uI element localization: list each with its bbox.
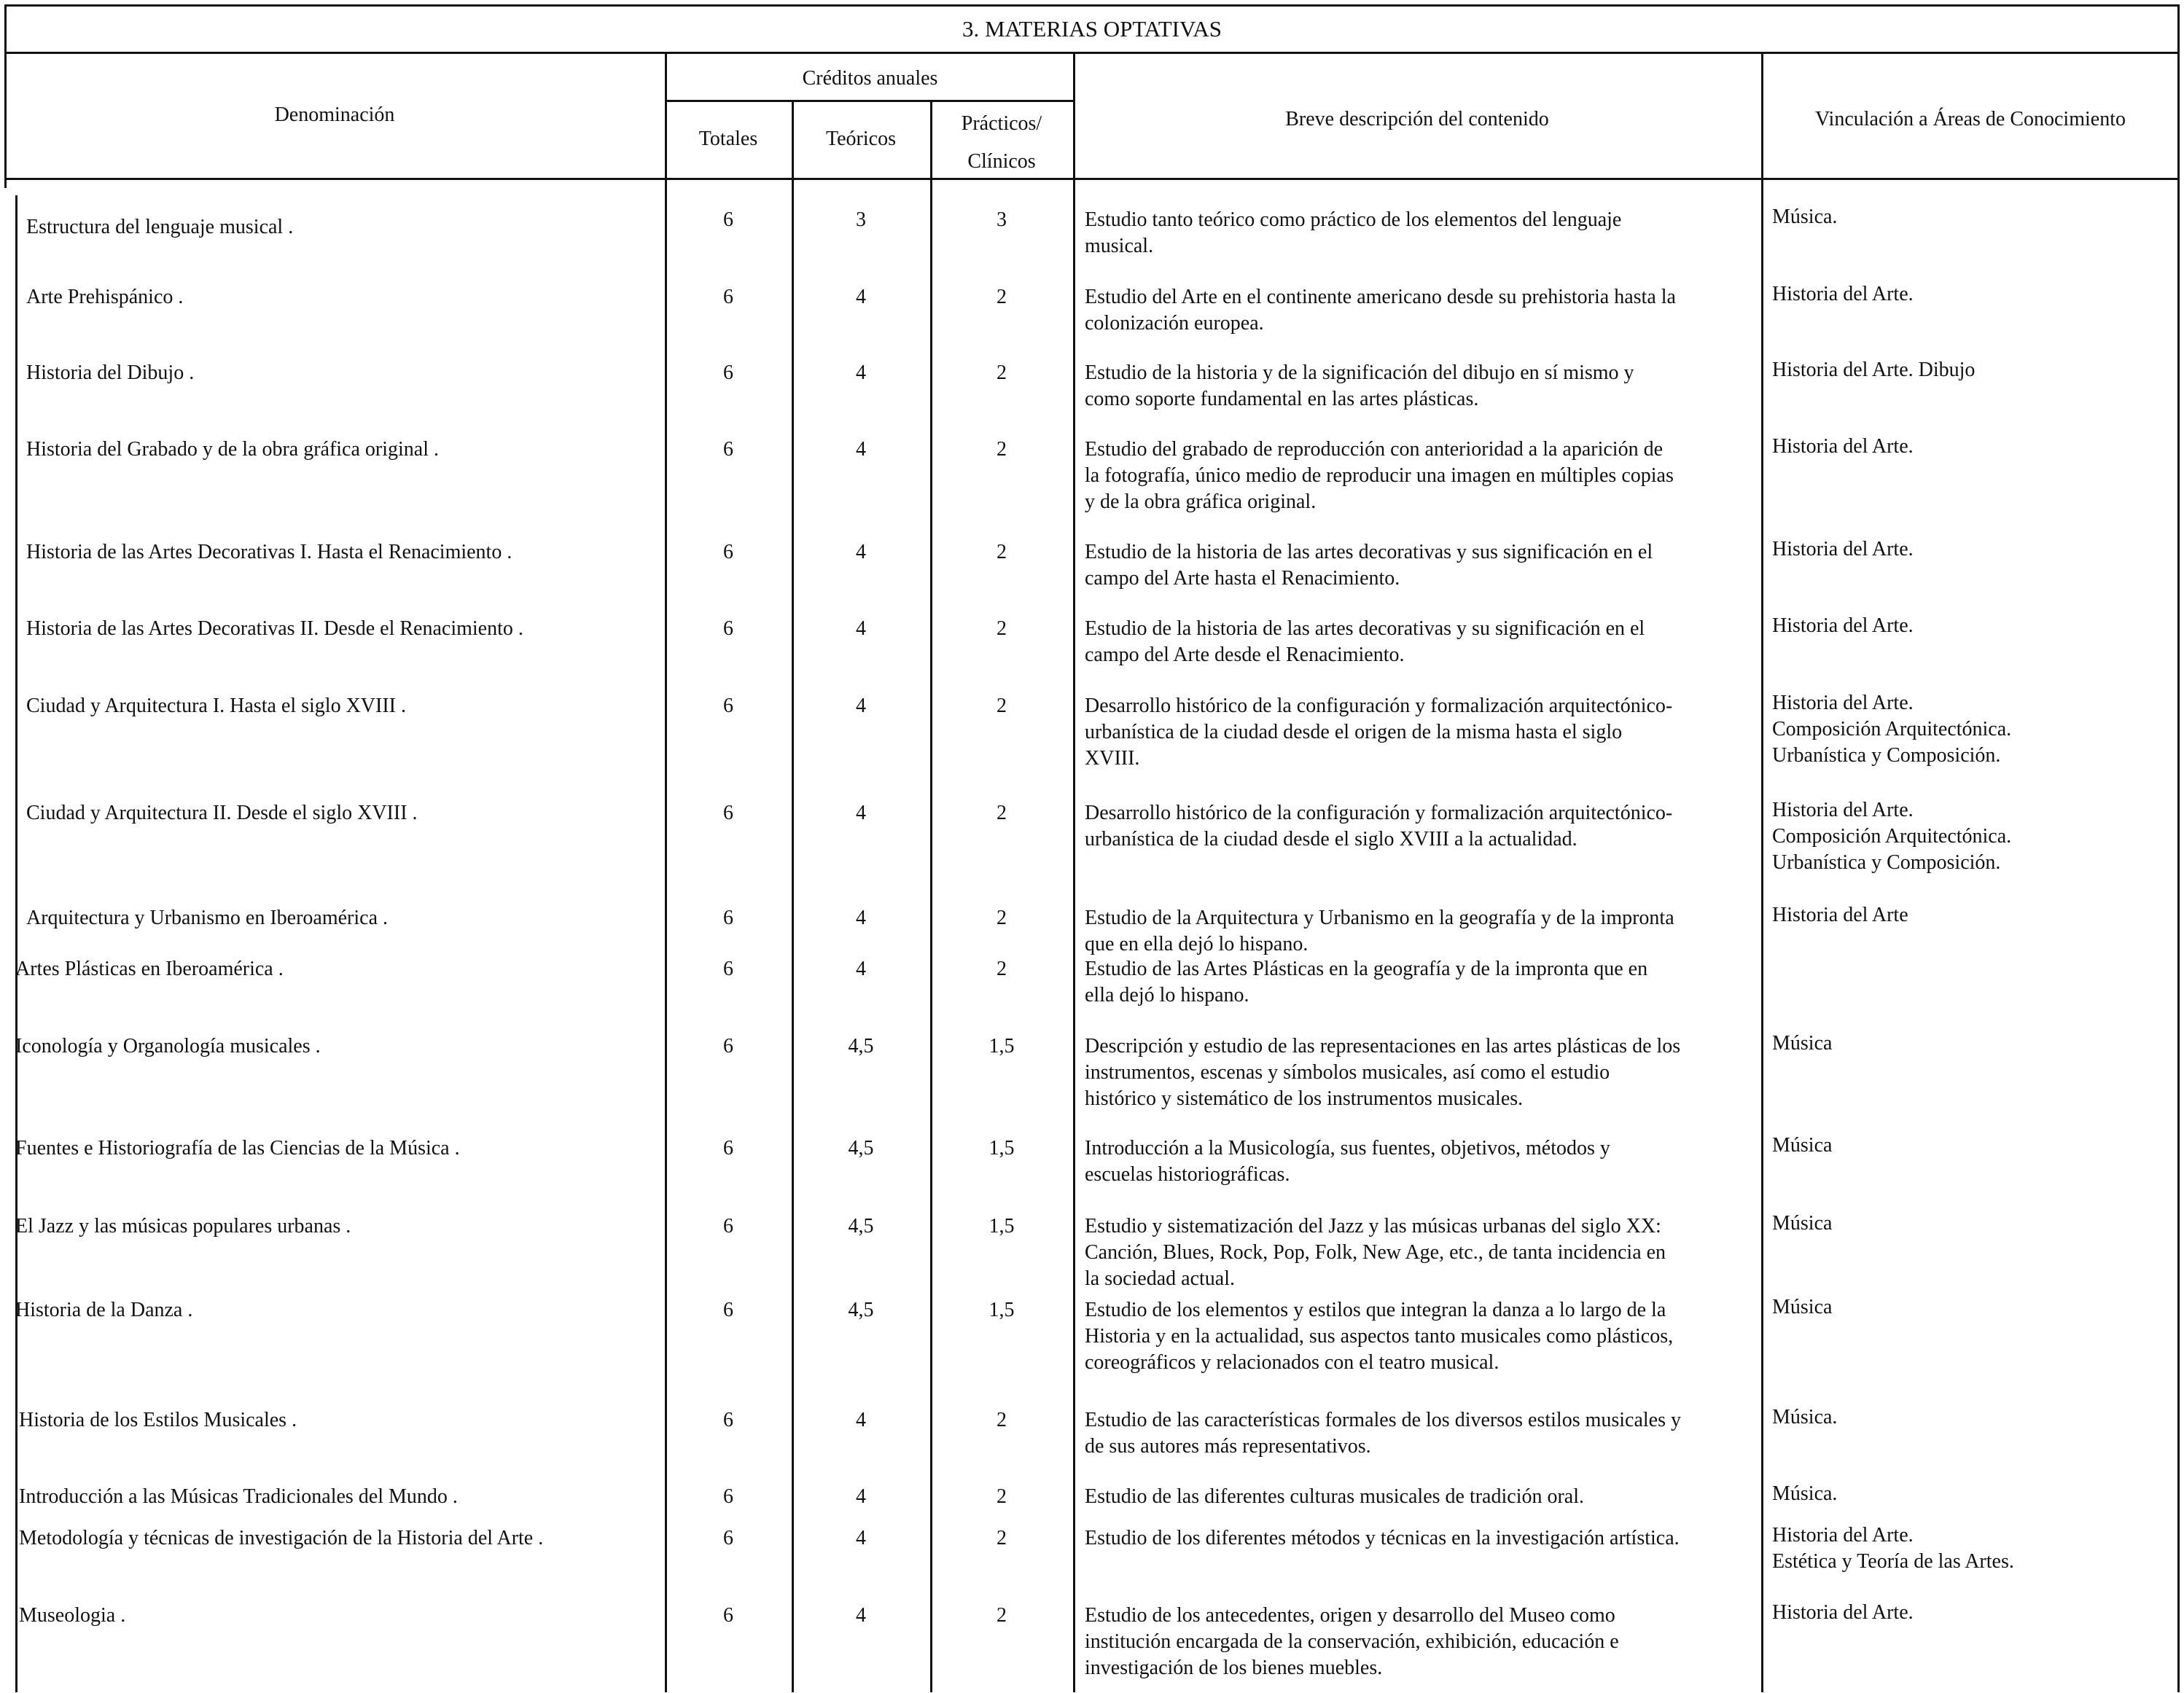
row-name: Historia de la Danza . [15,1299,193,1321]
row-teoricos: 4 [856,1485,866,1508]
row-description-line: Estudio de la Arquitectura y Urbanismo en la geografía y de la impronta [1085,907,1674,929]
row-totales: 6 [723,1299,733,1321]
row-teoricos: 4 [856,1409,866,1431]
row-area-line: Música [1772,1212,1833,1235]
row-teoricos: 3 [856,208,866,231]
row-area-line: Historia del Arte. [1772,435,1914,458]
row-practicos: 1,5 [988,1137,1015,1160]
row-teoricos: 4,5 [848,1299,874,1321]
row-description-line: Estudio de los elementos y estilos que integran la danza a lo largo de la [1085,1299,1666,1321]
row-area-line: Historia del Arte. [1772,692,1914,714]
row-practicos: 2 [997,1604,1007,1627]
row-description-line: urbanística de la ciudad desde el origen de la misma hasta el siglo [1085,721,1623,743]
row-teoricos: 4 [856,541,866,563]
row-practicos: 2 [997,617,1007,640]
row-description-line: la fotografía, único medio de reproducir una imagen en múltiples copias [1085,464,1674,487]
row-description-line: Estudio y sistematización del Jazz y las músicas urbanas del siglo XX: [1085,1215,1661,1238]
row-practicos: 2 [997,286,1007,308]
row-practicos: 1,5 [988,1299,1015,1321]
row-practicos: 2 [997,802,1007,824]
row-description-line: investigación de los bienes muebles. [1085,1657,1383,1679]
row-name: Historia de los Estilos Musicales . [19,1409,297,1431]
left-border-body [15,195,17,1692]
row-description-line: instrumentos, escenas y símbolos musicales, así como el estudio [1085,1061,1610,1084]
row-name: Artes Plásticas en Iberoamérica . [15,958,284,980]
creditos-divider [665,100,1075,102]
header-totales: Totales [698,128,758,150]
row-teoricos: 4 [856,617,866,640]
row-name: Historia del Dibujo . [26,361,195,384]
row-practicos: 2 [997,1485,1007,1508]
row-area-line: Música. [1772,1406,1838,1428]
row-description-line: histórico y sistemático de los instrumentos musicales. [1085,1087,1524,1110]
row-description-line: campo del Arte desde el Renacimiento. [1085,644,1405,666]
row-description-line: Introducción a la Musicología, sus fuentes, objetivos, métodos y [1085,1137,1610,1160]
row-description-line: Estudio tanto teórico como práctico de los elementos del lenguaje [1085,208,1622,231]
header-practicos-2: Clínicos [967,150,1036,173]
row-totales: 6 [723,438,733,461]
col-line-4 [1073,52,1075,1692]
row-area-line: Música [1772,1134,1833,1157]
row-name: Historia de las Artes Decorativas I. Hasta el Renacimiento . [26,541,512,563]
document-table [4,4,2180,1692]
row-totales: 6 [723,907,733,929]
row-description-line: de sus autores más representativos. [1085,1435,1371,1458]
row-area-line: Música. [1772,206,1838,228]
row-teoricos: 4 [856,802,866,824]
row-description-line: escuelas historiográficas. [1085,1163,1290,1186]
row-totales: 6 [723,1137,733,1160]
row-practicos: 2 [997,361,1007,384]
row-name: Iconología y Organología musicales . [15,1035,321,1057]
row-description-line: urbanística de la ciudad desde el siglo XVIII a la actualidad. [1085,828,1577,851]
row-description-line: Estudio de la historia y de la significación del dibujo en sí mismo y [1085,361,1634,384]
row-name: Fuentes e Historiografía de las Ciencias de la Música . [15,1137,460,1160]
row-totales: 6 [723,1485,733,1508]
row-area-line: Historia del Arte [1772,904,1908,926]
row-practicos: 2 [997,907,1007,929]
row-name: Introducción a las Músicas Tradicionales del Mundo . [19,1485,458,1508]
row-name: Historia de las Artes Decorativas II. Desde el Renacimiento . [26,617,523,640]
row-description-line: Estudio del grabado de reproducción con anterioridad a la aparición de [1085,438,1664,461]
row-totales: 6 [723,208,733,231]
row-area-line: Música [1772,1032,1833,1055]
row-name: Arquitectura y Urbanismo en Iberoamérica . [26,907,389,929]
right-border [2177,4,2180,1692]
title-bottom-border [4,52,2180,54]
row-name: El Jazz y las músicas populares urbanas . [15,1215,351,1238]
row-description-line: Estudio de los antecedentes, origen y desarrollo del Museo como [1085,1604,1615,1627]
row-totales: 6 [723,1604,733,1627]
row-description-line: Desarrollo histórico de la configuración y formalización arquitectónico- [1085,802,1673,824]
row-description-line: y de la obra gráfica original. [1085,490,1317,513]
header-bottom-border [4,178,2180,180]
header-descripcion: Breve descripción del contenido [1285,108,1549,130]
col-line-2 [792,101,794,1692]
row-totales: 6 [723,541,733,563]
row-name: Arte Prehispánico . [26,286,184,308]
row-totales: 6 [723,1215,733,1238]
row-description-line: que en ella dejó lo hispano. [1085,933,1309,955]
row-description-line: Estudio de la historia de las artes decorativas y su significación en el [1085,617,1645,640]
row-area-line: Música [1772,1296,1833,1318]
row-description-line: Estudio de las Artes Plásticas en la geografía y de la impronta que en [1085,958,1648,980]
row-teoricos: 4 [856,907,866,929]
row-teoricos: 4 [856,695,866,717]
row-area-line: Urbanística y Composición. [1772,851,2001,874]
header-practicos-1: Prácticos/ [961,112,1042,135]
row-area-line: Historia del Arte. [1772,538,1914,560]
row-practicos: 2 [997,1409,1007,1431]
row-teoricos: 4 [856,958,866,980]
row-area-line: Composición Arquitectónica. [1772,718,2012,740]
row-practicos: 2 [997,695,1007,717]
row-teoricos: 4 [856,438,866,461]
row-teoricos: 4 [856,286,866,308]
row-totales: 6 [723,958,733,980]
row-totales: 6 [723,695,733,717]
row-area-line: Historia del Arte. [1772,799,1914,821]
row-description-line: ella dejó lo hispano. [1085,984,1249,1006]
row-totales: 6 [723,617,733,640]
row-teoricos: 4,5 [848,1137,874,1160]
row-practicos: 2 [997,438,1007,461]
row-description-line: Estudio del Arte en el continente americano desde su prehistoria hasta la [1085,286,1676,308]
row-practicos: 2 [997,541,1007,563]
row-practicos: 1,5 [988,1215,1015,1238]
row-description-line: Descripción y estudio de las representaciones en las artes plásticas de los [1085,1035,1681,1057]
row-area-line: Composición Arquitectónica. [1772,825,2012,848]
row-name: Historia del Grabado y de la obra gráfica original . [26,438,440,461]
col-line-5 [1761,52,1763,1692]
row-totales: 6 [723,1409,733,1431]
header-creditos: Créditos anuales [802,67,938,90]
row-description-line: la sociedad actual. [1085,1267,1236,1290]
row-description-line: Estudio de la historia de las artes decorativas y sus significación en el [1085,541,1653,563]
row-area-line: Urbanística y Composición. [1772,744,2001,767]
row-description-line: colonización europea. [1085,312,1264,335]
row-description-line: institución encargada de la conservación, exhibición, educación e [1085,1630,1619,1653]
row-practicos: 2 [997,958,1007,980]
row-totales: 6 [723,361,733,384]
col-line-3 [930,101,932,1692]
row-practicos: 2 [997,1527,1007,1549]
row-name: Metodología y técnicas de investigación de la Historia del Arte . [19,1527,544,1549]
row-name: Ciudad y Arquitectura II. Desde el siglo XVIII . [26,802,418,824]
row-description-line: campo del Arte hasta el Renacimiento. [1085,567,1400,590]
row-area-line: Historia del Arte. [1772,1601,1914,1624]
row-description-line: como soporte fundamental en las artes plásticas. [1085,388,1479,410]
header-vinculacion: Vinculación a Áreas de Conocimiento [1815,108,2126,130]
row-totales: 6 [723,1527,733,1549]
row-description-line: Estudio de las características formales de los diversos estilos musicales y [1085,1409,1682,1431]
row-name: Estructura del lenguaje musical . [26,216,294,238]
row-description-line: Estudio de los diferentes métodos y técnicas en la investigación artística. [1085,1527,1680,1549]
row-description-line: Estudio de las diferentes culturas musicales de tradición oral. [1085,1485,1585,1508]
row-description-line: Canción, Blues, Rock, Pop, Folk, New Age, etc., de tanta incidencia en [1085,1241,1666,1264]
row-totales: 6 [723,286,733,308]
row-practicos: 1,5 [988,1035,1015,1057]
row-totales: 6 [723,802,733,824]
row-area-line: Historia del Arte. [1772,614,1914,637]
row-area-line: Historia del Arte. [1772,1524,1914,1547]
header-teoricos: Teóricos [825,128,896,150]
row-name: Ciudad y Arquitectura I. Hasta el siglo XVIII . [26,695,406,717]
row-teoricos: 4 [856,361,866,384]
row-description-line: XVIII. [1085,747,1140,770]
row-name: Museologia . [19,1604,126,1627]
row-teoricos: 4 [856,1527,866,1549]
table-title: 3. MATERIAS OPTATIVAS [962,16,1222,42]
row-description-line: Historia y en la actualidad, sus aspectos tanto musicales como plásticos, [1085,1325,1674,1348]
row-description-line: coreográficos y relacionados con el teatro musical. [1085,1351,1499,1374]
row-practicos: 3 [997,208,1007,231]
row-teoricos: 4,5 [848,1035,874,1057]
row-teoricos: 4,5 [848,1215,874,1238]
row-teoricos: 4 [856,1604,866,1627]
row-totales: 6 [723,1035,733,1057]
row-area-line: Historia del Arte. Dibujo [1772,359,1976,381]
top-border [4,4,2180,7]
header-denominacion: Denominación [274,103,395,126]
row-description-line: musical. [1085,235,1154,257]
row-area-line: Música. [1772,1482,1838,1505]
row-area-line: Estética y Teoría de las Artes. [1772,1550,2014,1573]
row-area-line: Historia del Arte. [1772,283,1914,305]
row-description-line: Desarrollo histórico de la configuración y formalización arquitectónico- [1085,695,1673,717]
